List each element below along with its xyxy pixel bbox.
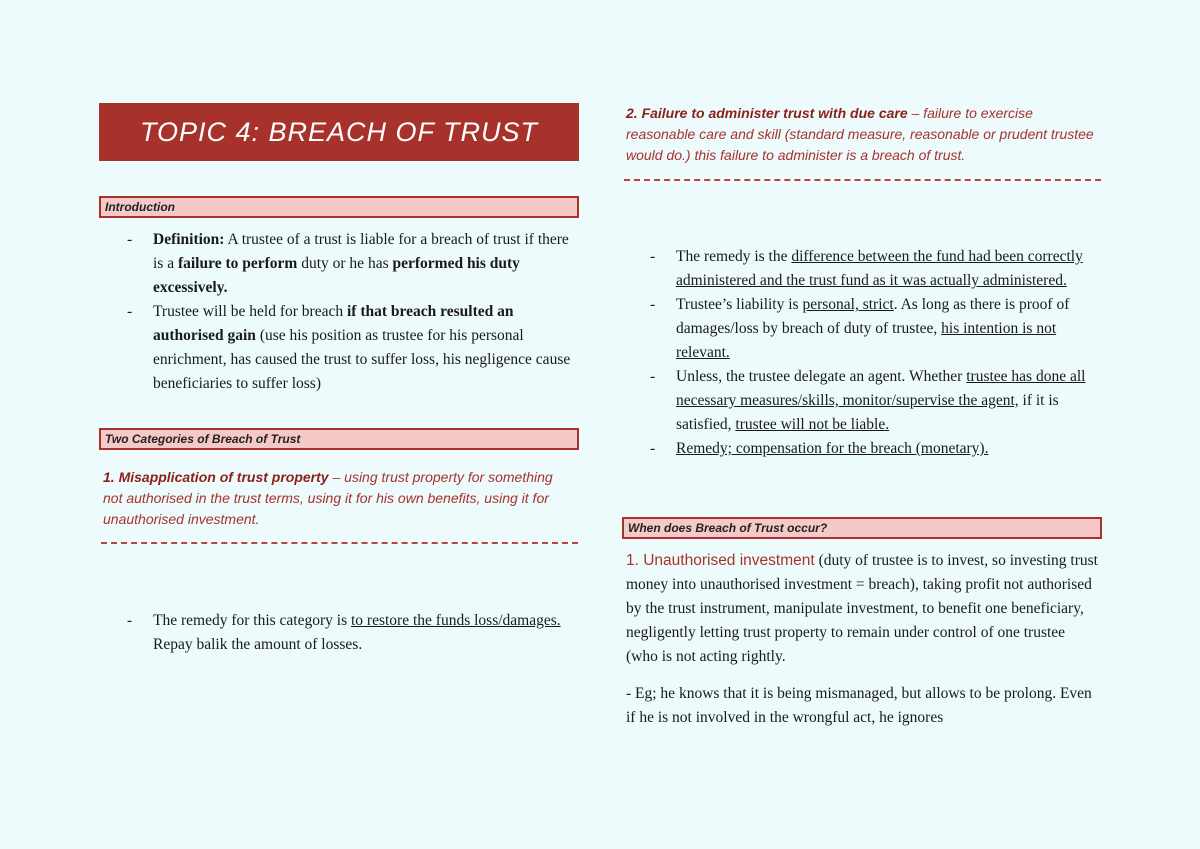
text: The remedy is the: [676, 248, 792, 265]
list-item: [622, 245, 1104, 293]
when-paragraph-1: [626, 549, 1100, 669]
category-1-title: 1. Misapplication of trust property: [103, 469, 329, 485]
underlined-text: personal, strict: [802, 296, 894, 313]
text: - Eg; he knows that it is being mismanaged, but allows to be prolong. Even if he is not involved in the wrongful act, he ignores: [626, 685, 1092, 726]
category-2-description: [626, 103, 1096, 166]
bold-text: if that breach resulted an authorised gain: [153, 303, 514, 344]
text: Trustee’s liability is: [676, 296, 803, 313]
divider: [101, 542, 578, 544]
category-1-remedy-list: [99, 609, 579, 657]
underlined-text: his intention is not relevant.: [676, 320, 1057, 361]
text: Repay balik the amount of losses.: [153, 636, 363, 653]
text: (use his position as trustee for his personal enrichment, has caused the trust to suffer loss, his negligence cause beneficiaries to suffer loss): [153, 327, 571, 392]
list-item: [622, 365, 1104, 437]
unauthorised-investment-heading: 1. Unauthorised investment: [626, 552, 815, 569]
text: . As long as there is proof of damages/loss by breach of duty of trustee,: [676, 296, 1070, 337]
text: A trustee of a trust is liable for a breach of trust if there is a: [153, 231, 569, 272]
section-header-categories: Two Categories of Breach of Trust: [99, 428, 579, 450]
category-2-title: 2. Failure to administer trust with due care: [626, 105, 908, 121]
text: – using trust property for something not authorised in the trust terms, using it for his own benefits, using it for unauthorised investment.: [103, 469, 553, 527]
definition-label: Definition:: [153, 231, 225, 248]
introduction-list: [99, 228, 579, 396]
bold-text: performed his duty excessively.: [153, 255, 520, 296]
text: (duty of trustee is to invest, so investing trust money into unauthorised investment = breach), taking profit not authorised by the trust instrument, manipulate investment, to benefit one beneficiary, negligently letting trust property to remain under control of one trustee (who is not acting rightly.: [626, 552, 1098, 665]
underlined-text: trustee has done all necessary measures/skills, monitor/supervise the agent,: [676, 368, 1086, 409]
list-item: [99, 228, 579, 300]
page-title: TOPIC 4: BREACH OF TRUST: [99, 103, 579, 161]
section-header-when-breach: When does Breach of Trust occur?: [622, 517, 1102, 539]
underlined-text: difference between the fund had been correctly administered and the trust fund as it was actually administered.: [676, 248, 1083, 289]
list-item: [99, 300, 579, 396]
category-1-description: [103, 467, 573, 530]
category-2-points-list: [622, 245, 1104, 461]
text: The remedy for this category is: [153, 612, 351, 629]
section-header-introduction: Introduction: [99, 196, 579, 218]
text: duty or he has: [297, 255, 393, 272]
underlined-text: trustee will not be liable.: [735, 416, 890, 433]
list-item: [622, 437, 1104, 461]
text: Unless, the trustee delegate an agent. Whether: [676, 368, 967, 385]
divider: [624, 179, 1101, 181]
text: Trustee will be held for breach: [153, 303, 347, 320]
list-item: [622, 293, 1104, 365]
underlined-text: to restore the funds loss/damages.: [351, 612, 561, 629]
list-item: [99, 609, 579, 657]
text: – failure to exercise reasonable care and skill (standard measure, reasonable or prudent trustee would do.) this failure to administer is a breach of trust.: [626, 105, 1094, 163]
text: if it is satisfied,: [676, 392, 1059, 433]
bold-text: failure to perform: [177, 255, 298, 272]
when-paragraph-2: [626, 682, 1100, 730]
underlined-text: Remedy; compensation for the breach (monetary).: [676, 440, 989, 457]
